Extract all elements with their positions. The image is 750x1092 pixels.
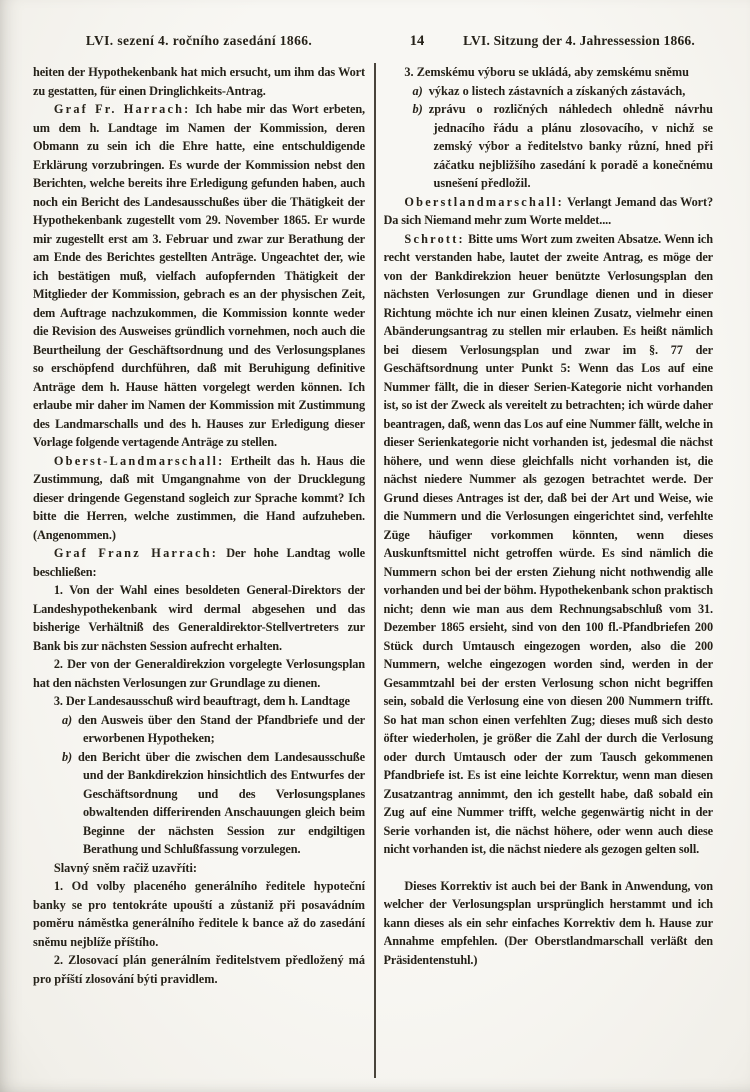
paragraph: 1. Von der Wahl eines besoldeten General-Direktors der Landeshypothekenbank wird dermal abgesehen und das bisherige Verhältniß des Generaldirektor-Stellvertreters zur Bank bis zur nächsten Session aufrecht erhalten. <box>33 583 365 653</box>
column-right <box>384 63 714 1088</box>
list-item: a) výkaz o listech zástavních a získaných zástavách, <box>412 83 686 98</box>
paragraph: 2. Zlosovací plán generálním ředitelstvem předložený má pro příští zlosování býti pravidlem. <box>33 953 365 986</box>
paragraph: 1. Od volby placeného generálního ředitele hypoteční banky se pro tentokráte upouští a zůstaniž při posavádním poměru náměstka generálního ředitele k bance až do zasedání sněmu nejblíže příštího. <box>33 879 365 949</box>
speaker-name: Oberstlandmarschall: <box>404 194 564 209</box>
paragraph: 3. Zemskému výboru se ukládá, aby zemskému sněmu <box>404 65 689 79</box>
speaker-name: Schrott: <box>404 231 465 246</box>
speaker-name: Oberst-Landmarschall: <box>53 453 225 468</box>
list-marker: a) <box>62 712 73 727</box>
column-left <box>33 63 365 1088</box>
text-columns <box>33 63 713 1088</box>
page-number: 14 <box>409 33 425 49</box>
paragraph: Slavný sněm račiž uzavříti: <box>53 860 198 875</box>
list-marker: b) <box>412 102 423 116</box>
list-item: b) zprávu o rozličných náhledech ohledně návrhu jednacího řádu a plánu zlosovacího, v nichž se zemský výbor a ředitelstvo banky různí, hned při záčatku nejbližšího zasedání k poradě a konečnému usnešení předložil. <box>412 102 713 190</box>
list-marker: b) <box>62 749 73 764</box>
list-marker: a) <box>412 83 423 98</box>
paragraph: Oberst-Landmarschall: Ertheilt das h. Haus die Zustimmung, daß mit Umgangnahme von der Drucklegung dieser dringende Gegenstand sogleich zur Sprache kommt? Ich bitte die Herren, welche zustimmen, die Hand aufzuheben. (Angenommen.) <box>33 453 365 542</box>
header-title-czech: LVI. sezení 4. ročního zasedání 1866. <box>85 33 313 48</box>
paragraph: Graf Fr. Harrach: Ich habe mir das Wort erbeten, um dem h. Landtage im Namen der Kommission, deren Obmann zu sein ich die Ehre hatte, eine entschuldigende Erklärung vorzubringen. Es wurde der Kommission nebst den Berichten, welche bereits ihre Erledigung gefunden haben, auch noch ein Bericht des Landesausschußes über die Thätigkeit der Hypothekenbank zugestellt vom 29. November 1865. Er wurde mir zugestellt erst am 3. Februar und zwar zur Berathung der am Ende des Berichtes gestellten Anträge. Ungeachtet der, wie ich bestätigen muß, vielfach aufopfernden Thätigkeit der Mitglieder der Kommission, gebrach es an der physischen Zeit, dem Auftrage nachzukommen, die Kommission konnte weder die Revision des Ausweises gründlich vornehmen, noch auch die Beurtheilung der Geschäftsordnung und des Verlosungsplanes so erschöpfend durchführen, daß mit Beruhigung definitive Anträge dem h. Hause hätten vorgelegt werden können. Ich erlaube mir daher im Namen der Kommission mit Zustimmung des Landmarschalls und des h. Hauses zur Erledigung dieser Vorlage folgende vertagende Anträge zu stellen. <box>33 102 365 449</box>
list-item: b) den Bericht über die zwischen dem Landesausschuße und der Bankdirekzion hinsichtlich des Entwurfes der Geschäftsordnung und des Verlosungsplanes obwaltenden differirenden Anschauungen gleich beim Beginne der nächsten Session zur endgiltigen Berathung und Schlußfassung vorzulegen. <box>62 749 365 856</box>
list-item: a) den Ausweis über den Stand der Pfandbriefe und der erworbenen Hypotheken; <box>62 712 365 745</box>
paragraph: 2. Der von der Generaldirekzion vorgelegte Verlosungsplan hat den nächsten Verlosungen zur Grundlage zu dienen. <box>33 657 365 690</box>
paragraph: Oberstlandmarschall: Verlangt Jemand das Wort? Da sich Niemand mehr zum Worte meldet.... <box>383 194 713 227</box>
column-divider-rule <box>374 63 376 1078</box>
speaker-name: Graf Fr. Harrach: <box>53 102 191 116</box>
paragraph: Graf Franz Harrach: Der hohe Landtag wolle beschließen: <box>33 546 365 579</box>
paragraph: 3. Der Landesausschuß wird beauftragt, dem h. Landtage <box>53 694 350 708</box>
header-title-german: LVI. Sitzung der 4. Jahressession 1866. <box>463 33 695 48</box>
page-header <box>0 33 750 55</box>
paragraph: Schrott: Bitte ums Wort zum zweiten Absatze. Wenn ich recht verstanden habe, lautet der zweite Antrag, es möge der von der Bankdirekzion heuer benützte Verlosungsplan den nächsten Verlosungen zur Grundlage dienen und in dieser Richtung möchte ich nur einen kleinen Zusatz, vielmehr einen Abänderungsantrag zu stellen mir erlauben. Es heißt nämlich bei diesem Verlosungsplan und zwar im §. 77 der Geschäftsordnung unter Punkt 5: Wenn das Los auf eine Nummer fällt, die in dieser Serien-Kategorie nicht vorhanden ist, so ist der Zweck als vereitelt zu betrachten; ich würde daher beantragen, daß, wenn das Los auf eine Nummer fällt, welche in dieser Serienkategorie nicht vorhanden ist, jedesmal die nächst höhere, und wenn diese gleichfalls nicht vorhanden ist, die nächst niedere Nummer als gezogen betrachtet werde. Der Grund dieses Antrages ist der, daß bei der Art und Weise, wie die Nummern und die Verlosungen eingerichtet sind, verfehlte Züge häufiger vorkommen könnten, wenn dieses Auskunftsmittel nicht getroffen würde. Es sind nämlich die Nummern schon bei der ersten Ziehung nicht nothwendig alle vorhanden und bei der böhm. Hypothekenbank schon praktisch nicht; denn wie man aus dem Rechnungsabschluß vom 31. Dezember 1865 ersieht, sind von den 100 fl.-Pfandbriefen 200 Stück durch Umtausch eingezogen worden, also die 200 Nummern, welche eingezogen worden sind, werden in der Gesammtzahl bei der ersten Verlosung schon nicht begriffen sein, sobald die Verlosung eine von diesen 200 Nummern trifft. So hat man schon einen verfehlten Zug; dieses muß sich desto öfter wiederholen, je größer die Zahl der durch die Verlosung oder durch Umtausch oder der zum Tausch gekommenen Pfandbriefe ist. Es ist eine leichte Korrektur, wenn man diesen Zusatzantrag annimmt, den ich gestellt habe, daß sobald ein Zug auf eine Nummer trifft, welche gegenwärtig nicht in der Serie vorhanden ist, die nächst höhere, oder wenn auch diese nicht vorhanden ist, die nächst niedere als gezogen gelten soll. <box>383 231 713 856</box>
speaker-name: Graf Franz Harrach: <box>53 546 219 560</box>
paragraph: Dieses Korrektiv ist auch bei der Bank in Anwendung, von welcher der Verlosungsplan ursprünglich herstammt und ich kann dieses als ein sehr einfaches Korrektiv dem h. Hause zur Annahme empfehlen. (Der Oberstlandmarschall verläßt den Präsidentenstuhl.) <box>383 878 713 967</box>
paragraph: heiten der Hypothekenbank hat mich ersucht, um ihm das Wort zu gestatten, für einen Dringlichkeits-Antrag. <box>33 65 365 98</box>
